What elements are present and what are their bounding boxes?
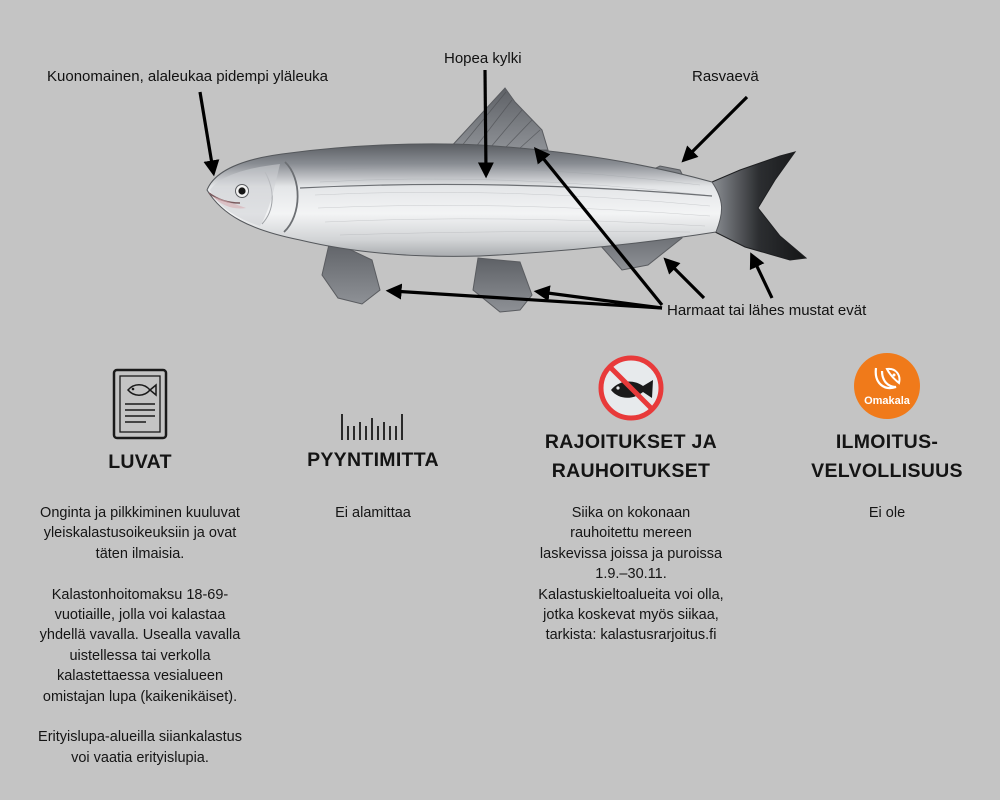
label-adipose: Rasvaevä xyxy=(692,68,759,85)
label-fins: Harmaat tai lähes mustat evät xyxy=(667,302,867,319)
arrow-anal xyxy=(668,262,704,298)
license-document-fish-icon xyxy=(112,368,168,440)
pyyntimitta-title: PYYNTIMITTA xyxy=(307,449,439,471)
rajoitukset-text: Siika on kokonaan rauhoitettu mereen laskevissa joissa ja puroissa 1.9.–30.11. Kalastuskieltoalueita voi olla, jotka koskevat myös siikaa, tarkista: kalastusrarjoitus.fi xyxy=(538,505,724,644)
no-fishing-icon xyxy=(597,354,665,422)
luvat-text: Onginta ja pilkkiminen kuuluvat yleiskalastusoikeuksiin ja ovat täten ilmaisia. Kalastonhoitomaksu 18-69-vuotiaille, jolla voi kalastaa yhdellä vavalla. Usealla vavalla uistellessa tai verkolla kalastettaessa vesialueen omistajan lupa (kaikenikäiset). Erityislupa-alueilla siiankalastus voi vaatia erityislupia. xyxy=(38,505,242,766)
fish-body xyxy=(207,144,722,257)
label-side: Hopea kylki xyxy=(444,50,522,67)
ilmoitus-text: Ei ole xyxy=(868,505,906,521)
tail-fin xyxy=(712,152,806,260)
pyyntimitta-text: Ei alamittaa xyxy=(335,505,411,521)
fish-illustration-area xyxy=(0,0,1000,340)
arrow-side xyxy=(485,70,486,172)
arrow-adipose xyxy=(686,97,747,158)
pelvic-fin xyxy=(473,258,532,312)
rajoitukset-title: RAJOITUKSET JA RAUHOITUKSET xyxy=(544,431,718,482)
arrow-snout xyxy=(200,92,213,170)
luvat-title: LUVAT xyxy=(108,451,172,473)
label-snout: Kuonomainen, alaleukaa pidempi yläleuka xyxy=(47,68,329,85)
arrow-tail xyxy=(753,258,772,298)
ruler-icon xyxy=(338,412,408,442)
omakala-logo-text: Omakala xyxy=(864,395,910,407)
ilmoitus-title: ILMOITUS- VELVOLLISUUS xyxy=(811,431,963,482)
omakala-logo-icon xyxy=(854,353,920,419)
dorsal-fin xyxy=(448,88,548,150)
